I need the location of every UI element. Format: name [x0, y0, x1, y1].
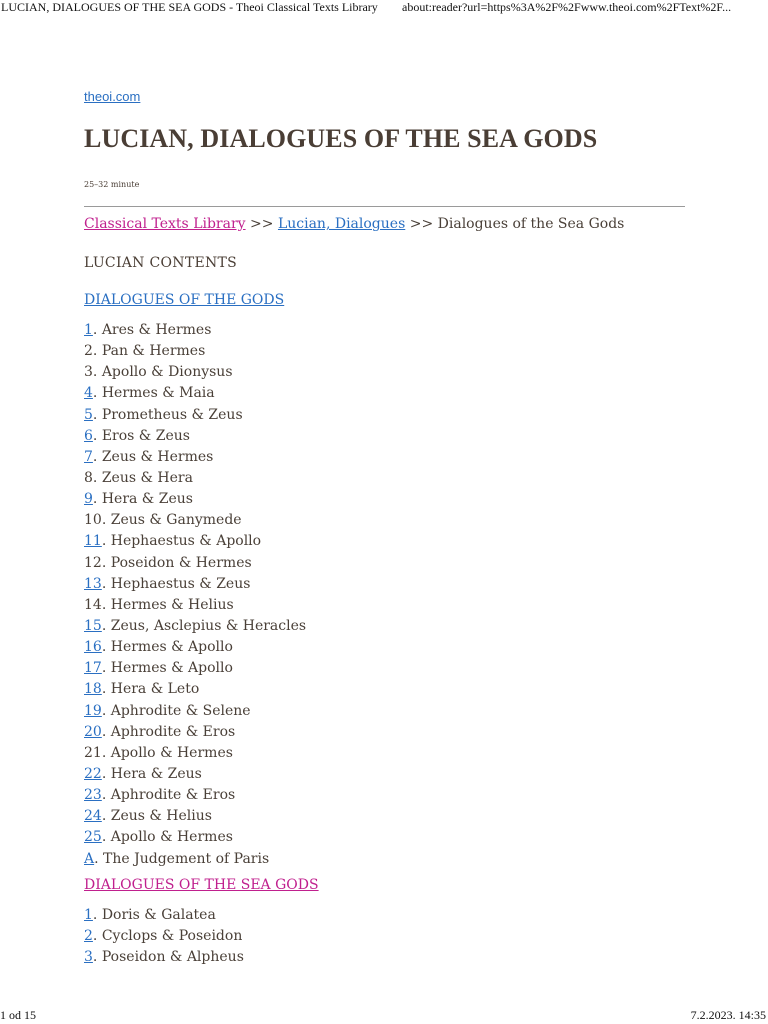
print-header [0, 0, 768, 16]
dialogue-title: . Doris & Galatea [92, 907, 216, 923]
list-item [84, 383, 306, 404]
dialogue-number: 12 [84, 554, 102, 571]
site-link[interactable]: theoi.com [84, 89, 141, 104]
list-item [84, 701, 306, 722]
dialogue-number-link[interactable]: 5 [84, 406, 93, 423]
list-item [84, 405, 306, 426]
dialogue-number-link[interactable]: A [84, 850, 95, 867]
list-item [84, 785, 306, 806]
list-item [84, 531, 306, 552]
dialogue-title: . Aphrodite & Eros [101, 787, 236, 804]
dialogue-title: . Hermes & Maia [92, 385, 215, 402]
dialogue-title: . Ares & Hermes [92, 322, 212, 338]
page-number: 1 od 15 [0, 1008, 36, 1022]
dialogue-title: . Poseidon & Hermes [101, 554, 252, 571]
breadcrumb-separator: >> [405, 216, 438, 232]
dialogue-title: . Hera & Zeus [101, 765, 202, 782]
dialogue-number-link[interactable]: 16 [84, 639, 102, 656]
dialogue-number: 8 [84, 469, 93, 486]
dialogue-title: . Zeus & Ganymede [101, 512, 242, 529]
reading-time: 25–32 minute [84, 180, 140, 189]
page-title: LUCIAN, DIALOGUES OF THE SEA GODS [84, 124, 598, 153]
list-item [84, 320, 306, 341]
dialogue-number-link[interactable]: 24 [84, 808, 102, 825]
dialogue-number-link[interactable]: 4 [84, 385, 93, 402]
dialogue-title: . Prometheus & Zeus [92, 406, 243, 423]
sea-gods-dialogue-list [84, 905, 244, 968]
dialogue-title: . Hera & Leto [101, 681, 200, 698]
dialogue-title: . Zeus, Asclepius & Heracles [101, 617, 307, 634]
list-item [84, 743, 306, 764]
dialogue-number-link[interactable]: 25 [84, 829, 102, 846]
dialogue-number: 3 [84, 364, 93, 381]
print-header-url: about:reader?url=https%3A%2F%2Fwww.theoi.com%2FText%2F... [402, 0, 732, 14]
dialogue-title: . Poseidon & Alpheus [92, 949, 244, 966]
dialogue-title: . Zeus & Helius [101, 808, 212, 825]
dialogue-title: . Apollo & Hermes [101, 744, 233, 761]
dialogue-number-link[interactable]: 9 [84, 491, 93, 508]
dialogue-number-link[interactable]: 11 [84, 533, 102, 550]
dialogue-number-link[interactable]: 22 [84, 765, 102, 782]
dialogue-number-link[interactable]: 20 [84, 723, 102, 740]
dialogue-title: . Apollo & Dionysus [92, 364, 233, 381]
dialogue-number-link[interactable]: 19 [84, 702, 102, 719]
breadcrumb-classical-texts-library[interactable]: Classical Texts Library [84, 216, 246, 232]
list-item [84, 553, 306, 574]
dialogue-title: . Hephaestus & Zeus [101, 575, 251, 592]
dialogues-of-the-gods-link[interactable]: DIALOGUES OF THE GODS [84, 292, 285, 308]
breadcrumb-separator: >> [245, 216, 278, 232]
list-item [84, 947, 244, 968]
dialogue-title: . Hermes & Helius [101, 596, 234, 613]
dialogue-number-link[interactable]: 3 [84, 949, 93, 966]
dialogue-title: . Hermes & Apollo [101, 660, 233, 677]
list-item [84, 806, 306, 827]
dialogue-number-link[interactable]: 17 [84, 660, 102, 677]
dialogue-title: . Aphrodite & Selene [101, 702, 251, 719]
dialogues-of-the-sea-gods-link[interactable]: DIALOGUES OF THE SEA GODS [84, 877, 319, 893]
dialogue-title: . Cyclops & Poseidon [92, 928, 243, 945]
print-header-title: LUCIAN, DIALOGUES OF THE SEA GODS - Theoi Classical Texts Library [1, 0, 378, 14]
dialogue-number-link[interactable]: 23 [84, 787, 102, 804]
print-datetime: 7.2.2023. 14:35 [690, 1008, 766, 1022]
list-item [84, 468, 306, 489]
dialogue-title: . Hera & Zeus [92, 491, 193, 508]
list-item [84, 616, 306, 637]
dialogue-title: . Zeus & Hermes [92, 448, 214, 465]
list-item [84, 827, 306, 848]
list-item [84, 764, 306, 785]
list-item [84, 447, 306, 468]
list-item [84, 510, 306, 531]
print-footer [0, 1008, 768, 1024]
dialogue-title: . Hephaestus & Apollo [101, 533, 262, 550]
list-item [84, 658, 306, 679]
list-item [84, 341, 306, 362]
list-item [84, 489, 306, 510]
list-item [84, 574, 306, 595]
dialogue-title: . Hermes & Apollo [101, 639, 233, 656]
dialogue-number-link[interactable]: 18 [84, 681, 102, 698]
dialogue-number-link[interactable]: 1 [84, 907, 93, 923]
list-item [84, 426, 306, 447]
list-item [84, 905, 244, 926]
dialogue-title: . Zeus & Hera [92, 469, 193, 486]
dialogue-number-link[interactable]: 7 [84, 448, 93, 465]
list-item [84, 637, 306, 658]
dialogue-title: . The Judgement of Paris [94, 850, 270, 867]
dialogue-number: 2 [84, 343, 93, 360]
list-item [84, 849, 306, 870]
dialogue-title: . Pan & Hermes [92, 343, 206, 360]
breadcrumb [84, 216, 624, 232]
contents-heading: LUCIAN CONTENTS [84, 255, 238, 271]
dialogue-number: 10 [84, 512, 102, 529]
list-item [84, 722, 306, 743]
dialogue-number: 14 [84, 596, 102, 613]
divider [84, 206, 685, 207]
list-item [84, 362, 306, 383]
dialogue-title: . Apollo & Hermes [101, 829, 233, 846]
dialogue-number: 21 [84, 744, 102, 761]
dialogue-number-link[interactable]: 6 [84, 427, 93, 444]
breadcrumb-current: Dialogues of the Sea Gods [437, 216, 625, 232]
list-item [84, 595, 306, 616]
gods-dialogue-list [84, 320, 306, 870]
list-item [84, 679, 306, 700]
dialogue-number-link[interactable]: 15 [84, 617, 102, 634]
dialogue-number-link[interactable]: 13 [84, 575, 102, 592]
dialogue-title: . Aphrodite & Eros [101, 723, 236, 740]
dialogue-number-link[interactable]: 1 [84, 322, 93, 338]
breadcrumb-lucian-dialogues[interactable]: Lucian, Dialogues [277, 216, 406, 232]
dialogue-title: . Eros & Zeus [92, 427, 190, 444]
dialogue-number-link[interactable]: 2 [84, 928, 93, 945]
list-item [84, 926, 244, 947]
